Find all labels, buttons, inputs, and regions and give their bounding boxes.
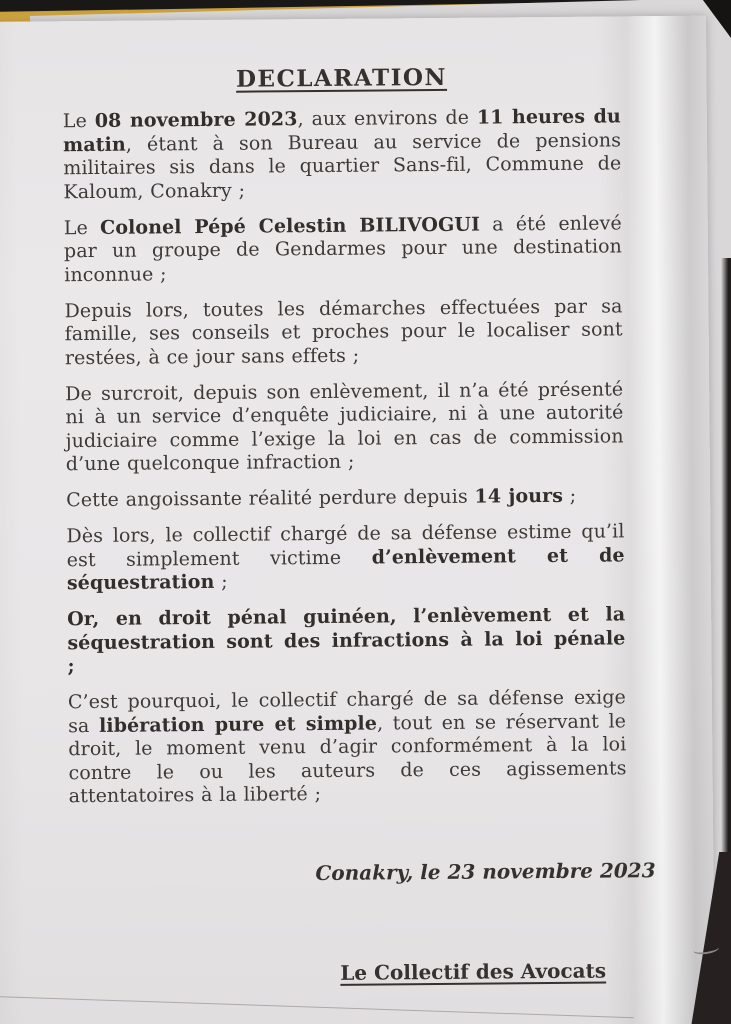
paragraph: C’est pourquoi, le collectif chargé de sa défense exige sa libération pure et simple, tout en se réservant le droit, le moment venu d’agir conformément à la loi contre le ou les auteurs de ces agissements attentatoires à la liberté ; bbox=[67, 686, 627, 808]
paper-sheet-main bbox=[0, 16, 715, 1024]
background-edge-right bbox=[721, 258, 731, 900]
document-title: DECLARATION bbox=[235, 63, 448, 93]
document-content bbox=[62, 62, 656, 986]
paragraph: Cette angoissante réalité perdure depuis 14 jours ; bbox=[66, 484, 577, 512]
dateline: Conakry, le 23 novembre 2023 bbox=[315, 857, 656, 885]
paragraph: Le 08 novembre 2023, aux environs de 11 heures du matin, étant à son Bureau au service de pensions militaires sis dans le quartier Sans-fil, Commune de Kaloum, Conakry ; bbox=[62, 105, 622, 203]
signature-line: Le Collectif des Avocats bbox=[340, 958, 607, 985]
paragraph: Or, en droit pénal guinéen, l’enlèvement et la séquestration sont des infractions à la loi pénale ; bbox=[67, 603, 626, 678]
paragraph: Dès lors, le collectif chargé de sa défense estime qu’il est simplement victime d’enlèvement et de séquestration ; bbox=[66, 520, 625, 595]
paragraph: Depuis lors, toutes les démarches effectuées par sa famille, ses conseils et proches pour le localiser sont restées, à ce jour sans effets ; bbox=[64, 294, 623, 369]
paragraph: De surcroit, depuis son enlèvement, il n’a été présenté ni à un service d’enquête judiciaire, ni à une autorité judiciaire comme l’exige la loi en cas de commission d’une quelconque infraction ; bbox=[65, 377, 624, 476]
paragraphs bbox=[63, 105, 627, 808]
paragraph: Le Colonel Pépé Celestin BILIVOGUI a été enlevé par un groupe de Gendarmes pour une destination inconnue ; bbox=[63, 211, 623, 286]
